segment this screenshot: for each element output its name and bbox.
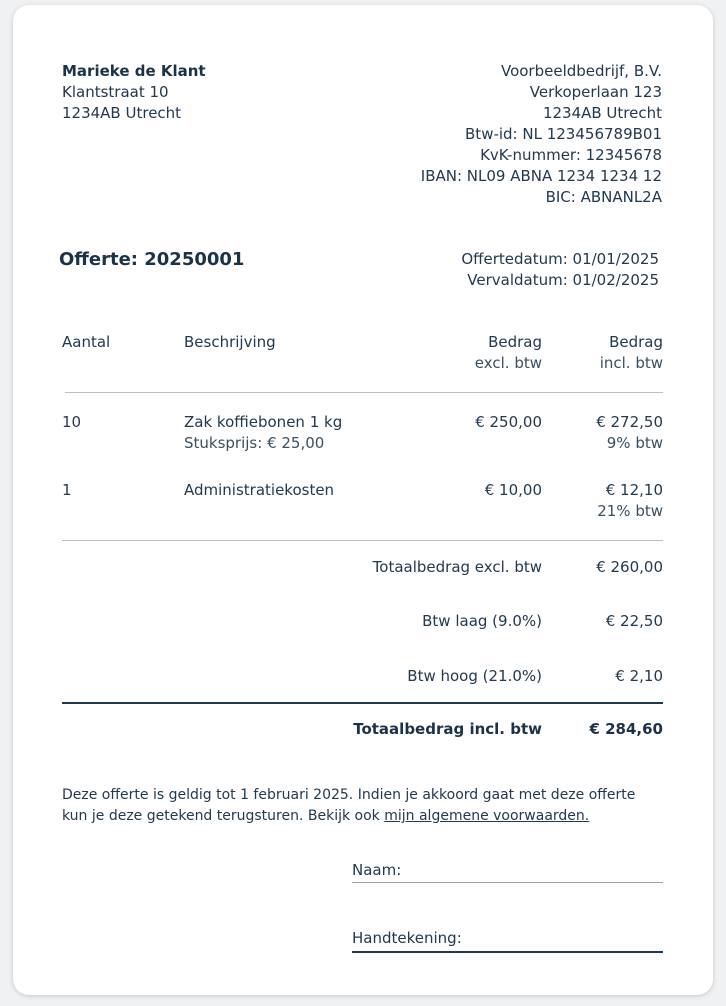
row-2-amount-excl: € 10,00 [484, 481, 542, 499]
quote-date: Offertedatum: 01/01/2025 [461, 250, 659, 268]
client-name: Marieke de Klant [62, 62, 206, 80]
total-excl-label: Totaalbedrag excl. btw [372, 558, 542, 576]
header-description: Beschrijving [184, 333, 276, 351]
header-amount-excl [423, 332, 542, 374]
total-incl-value: € 284,60 [589, 720, 663, 738]
quote-title: Offerte: 20250001 [59, 249, 245, 270]
row-2-amount-incl [553, 480, 663, 522]
row-2-incl: € 12,10 [605, 481, 663, 499]
validity-line-1: Deze offerte is geldig tot 1 februari 2025. Indien je akkoord gaat met deze offerte [62, 787, 636, 803]
row-2-qty: 1 [62, 481, 72, 499]
signature-sign-line[interactable] [352, 951, 663, 953]
rows-divider [62, 540, 663, 541]
quote-document [13, 5, 713, 995]
sender-iban: IBAN: NL09 ABNA 1234 1234 12 [420, 167, 662, 185]
row-1-unit-price: Stuksprijs: € 25,00 [184, 434, 325, 452]
totals-divider [62, 702, 663, 704]
quote-due-date: Vervaldatum: 01/02/2025 [467, 271, 659, 289]
client-city: 1234AB Utrecht [62, 104, 182, 122]
vat-low-label: Btw laag (9.0%) [422, 612, 542, 630]
validity-note [62, 785, 635, 827]
row-2-desc: Administratiekosten [184, 481, 335, 499]
row-1-vat: 9% btw [606, 434, 663, 452]
header-divider [65, 392, 663, 393]
sender-kvk: KvK-nummer: 12345678 [480, 146, 662, 164]
signature-sign-label: Handtekening: [352, 929, 462, 947]
signature-name-line[interactable] [352, 882, 663, 883]
vat-high-label: Btw hoog (21.0%) [407, 667, 542, 685]
row-1-desc: Zak koffiebonen 1 kg [184, 413, 343, 431]
signature-name-label: Naam: [352, 861, 402, 879]
terms-link[interactable]: mijn algemene voorwaarden. [384, 808, 590, 824]
row-1-incl: € 272,50 [596, 413, 663, 431]
row-1-amount-excl: € 250,00 [475, 413, 542, 431]
sender-city: 1234AB Utrecht [542, 104, 662, 122]
validity-line-2-text: kun je deze getekend terugsturen. Bekijk ook [62, 808, 385, 824]
row-2-vat: 21% btw [597, 502, 663, 520]
sender-vat-id: Btw-id: NL 123456789B01 [465, 125, 662, 143]
header-amount-incl-line1: Bedrag [609, 333, 663, 351]
vat-low-value: € 22,50 [605, 612, 663, 630]
quote-dates [461, 249, 659, 291]
header-amount-excl-line1: Bedrag [488, 333, 542, 351]
sender-address [421, 61, 662, 208]
sender-street: Verkoperlaan 123 [529, 83, 662, 101]
row-1-description [184, 412, 342, 454]
header-amount-excl-line2: excl. btw [474, 354, 542, 372]
header-amount-incl-line2: incl. btw [599, 354, 663, 372]
row-1-amount-incl [553, 412, 663, 454]
vat-high-value: € 2,10 [615, 667, 663, 685]
total-incl-label: Totaalbedrag incl. btw [353, 720, 542, 738]
row-1-qty: 10 [62, 413, 82, 431]
total-excl-value: € 260,00 [596, 558, 663, 576]
validity-line-2 [62, 806, 635, 827]
sender-bic: BIC: ABNANL2A [545, 188, 662, 206]
client-street: Klantstraat 10 [62, 83, 169, 101]
sender-company: Voorbeeldbedrijf, B.V. [500, 62, 662, 80]
header-amount-incl [553, 332, 663, 374]
header-qty: Aantal [62, 333, 111, 351]
client-address [62, 61, 206, 124]
